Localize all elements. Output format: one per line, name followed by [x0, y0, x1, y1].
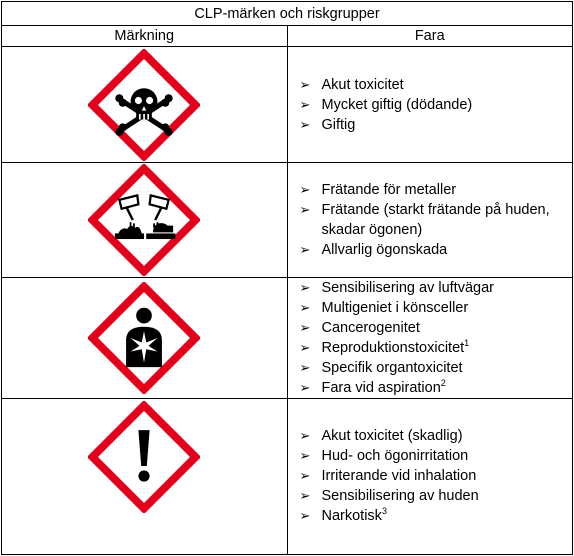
arrow-bullet-icon: ➢: [299, 468, 311, 483]
arrow-bullet-icon: ➢: [299, 380, 311, 395]
hazard-cell: [287, 399, 573, 555]
footnote-marker: 2: [440, 378, 446, 388]
list-item: ➢ Hud- och ögonirritation: [299, 448, 469, 464]
table-title: CLP-märken och riskgrupper: [2, 2, 573, 26]
arrow-bullet-icon: ➢: [299, 428, 311, 443]
footnote-marker: 3: [381, 506, 387, 516]
header-marking: Märkning: [2, 26, 288, 47]
table-row: [2, 278, 573, 399]
list-item: ➢ Mycket giftig (dödande): [299, 96, 473, 113]
list-item: ➢ Akut toxicitet: [299, 76, 404, 93]
arrow-bullet-icon: ➢: [299, 96, 311, 112]
header-hazard: Fara: [287, 26, 573, 47]
hazard-cell: [287, 47, 573, 163]
health-hazard-icon: [88, 282, 200, 394]
list-item: ➢ Giftig: [299, 116, 356, 133]
hazard-cell: [287, 278, 573, 399]
arrow-bullet-icon: ➢: [299, 340, 311, 355]
list-item: ➢ Frätande för metaller: [299, 182, 457, 198]
pictogram-cell: [2, 163, 288, 278]
list-item: ➢ Cancerogenitet: [299, 320, 420, 336]
table-row: [2, 399, 573, 555]
corrosion-icon: [88, 164, 200, 276]
arrow-bullet-icon: ➢: [299, 300, 311, 315]
arrow-bullet-icon: ➢: [299, 116, 311, 132]
pictogram-cell: [2, 47, 288, 163]
pictogram-cell: [2, 278, 288, 399]
list-item: ➢ Frätande (starkt frätande på huden, skadar ögonen): [299, 202, 550, 238]
list-item: ➢ Irriterande vid inhalation: [299, 468, 477, 484]
arrow-bullet-icon: ➢: [299, 508, 311, 523]
list-item: ➢ Narkotisk$^3$: [299, 506, 387, 524]
list-item: ➢ Reproduktionstoxicitet$^1$: [299, 338, 470, 356]
list-item: ➢ Fara vid aspiration$^2$: [299, 378, 446, 396]
arrow-bullet-icon: ➢: [299, 76, 311, 92]
arrow-bullet-icon: ➢: [299, 448, 311, 463]
footnote-marker: 1: [464, 338, 470, 348]
table-row: [2, 163, 573, 278]
list-item: ➢ Specifik organtoxicitet: [299, 360, 463, 376]
arrow-bullet-icon: ➢: [299, 242, 311, 257]
arrow-bullet-icon: ➢: [299, 202, 311, 217]
list-item: ➢ Akut toxicitet (skadlig): [299, 428, 463, 444]
pictogram-cell: [2, 399, 288, 555]
list-item: ➢ Sensibilisering av huden: [299, 488, 479, 504]
arrow-bullet-icon: ➢: [299, 280, 311, 295]
list-item: ➢ Allvarlig ögonskada: [299, 242, 448, 258]
arrow-bullet-icon: ➢: [299, 320, 311, 335]
skull-crossbones-icon: [88, 49, 200, 161]
table-row: [2, 47, 573, 163]
hazard-cell: [287, 163, 573, 278]
arrow-bullet-icon: ➢: [299, 360, 311, 375]
arrow-bullet-icon: ➢: [299, 182, 311, 197]
list-item: ➢ Multigeniet i könsceller: [299, 300, 469, 316]
exclamation-mark-icon: [88, 401, 200, 513]
clp-table: [1, 1, 573, 555]
list-item: ➢ Sensibilisering av luftvägar: [299, 280, 494, 296]
arrow-bullet-icon: ➢: [299, 488, 311, 503]
